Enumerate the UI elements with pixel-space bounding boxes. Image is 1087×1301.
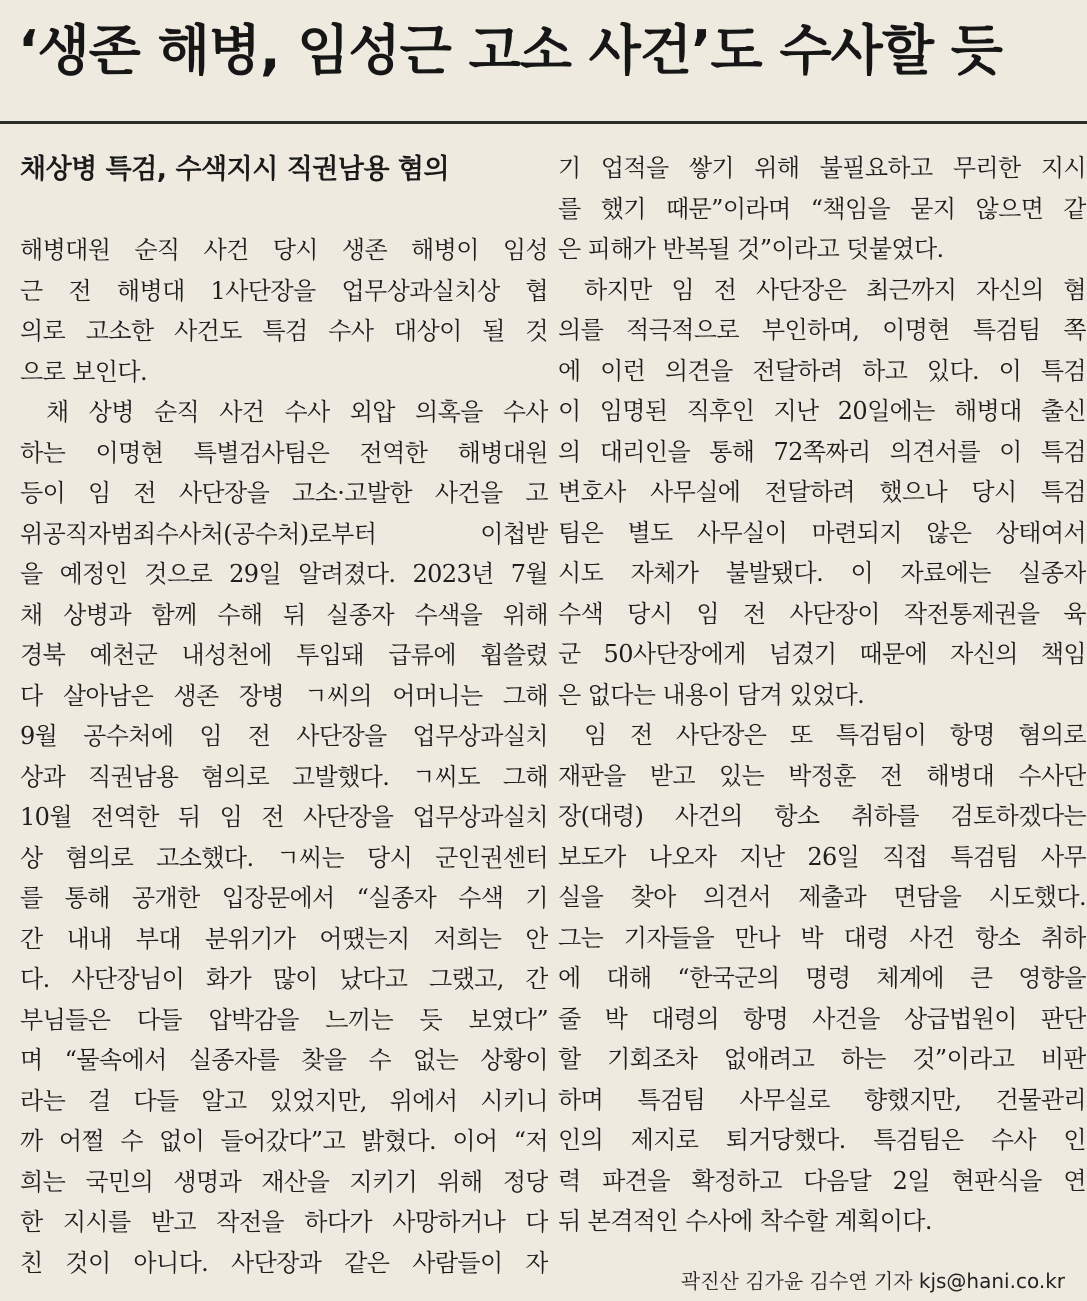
body-line: 실을 찾아 의견서 제출과 면담을 시도했다. bbox=[558, 883, 1086, 911]
body-line: 줄 박 대령의 항명 사건을 상급법원이 판단 bbox=[558, 1004, 1086, 1033]
body-line: 간 내내 부대 분위기가 어땠는지 저희는 안 bbox=[20, 924, 548, 953]
body-line: 기 업적을 쌓기 위해 불필요하고 무리한 지시 bbox=[558, 154, 1086, 182]
body-line: 채 상병과 함께 수해 뒤 실종자 수색을 위해 bbox=[20, 600, 548, 629]
body-line: 이 임명된 직후인 지난 20일에는 해병대 출신 bbox=[558, 397, 1086, 425]
body-line: 보도가 나오자 지난 26일 직접 특검팀 사무 bbox=[558, 842, 1086, 871]
body-line: 근 전 해병대 1사단장을 업무상과실치상 협 bbox=[20, 276, 548, 305]
body-line: 팀은 별도 사무실이 마련되지 않은 상태여서 bbox=[558, 518, 1086, 547]
body-line: 임 전 사단장은 또 특검팀이 항명 혐의로 bbox=[584, 721, 1086, 749]
body-line: 변호사 사무실에 전달하려 했으나 당시 특검 bbox=[558, 478, 1086, 506]
body-line: 친 것이 아니다. 사단장과 같은 사람들이 자 bbox=[20, 1248, 548, 1277]
body-line: 한 지시를 받고 작전을 하다가 사망하거나 다 bbox=[20, 1208, 548, 1236]
body-line: 를 했기 때문”이라며 “책임을 묻지 않으면 같 bbox=[558, 194, 1086, 223]
body-line: 은 피해가 반복될 것”이라고 덧붙였다. bbox=[558, 235, 944, 263]
body-line: 다 살아남은 생존 장병 ㄱ씨의 어머니는 그해 bbox=[20, 681, 548, 710]
subheadline: 채상병 특검, 수색지시 직권남용 혐의 bbox=[20, 154, 450, 185]
body-line: 을 예정인 것으로 29일 알려졌다. 2023년 7월 bbox=[20, 560, 548, 588]
body-line: 채 상병 순직 사건 수사 외압 의혹을 수사 bbox=[46, 398, 548, 426]
headline-rule bbox=[0, 121, 1087, 124]
body-line: 9월 공수처에 임 전 사단장을 업무상과실치 bbox=[20, 722, 548, 750]
body-line: 의로 고소한 사건도 특검 수사 대상이 될 것 bbox=[20, 317, 548, 345]
body-line: 인의 제지로 퇴거당했다. 특검팀은 수사 인 bbox=[558, 1126, 1086, 1154]
body-line: 력 파견을 확정하고 다음달 2일 현판식을 연 bbox=[558, 1166, 1086, 1195]
body-line: 10월 전역한 뒤 임 전 사단장을 업무상과실치 bbox=[20, 803, 548, 831]
body-line: 해병대원 순직 사건 당시 생존 해병이 임성 bbox=[20, 236, 548, 264]
body-line: 등이 임 전 사단장을 고소·고발한 사건을 고 bbox=[20, 479, 548, 507]
body-line: 에 이런 의견을 전달하려 하고 있다. 이 특검 bbox=[558, 356, 1086, 385]
body-line: 하는 이명현 특별검사팀은 전역한 해병대원 bbox=[20, 438, 548, 467]
body-line: 희는 국민의 생명과 재산을 지키기 위해 정당 bbox=[20, 1167, 548, 1196]
body-line: 까 어쩔 수 없이 들어갔다”고 밝혔다. 이어 “저 bbox=[20, 1127, 548, 1155]
body-line: 군 50사단장에게 넘겼기 때문에 자신의 책임 bbox=[558, 640, 1086, 668]
body-line: 상 혐의로 고소했다. ㄱ씨는 당시 군인권센터 bbox=[20, 843, 548, 872]
body-line: 은 없다는 내용이 담겨 있었다. bbox=[558, 680, 865, 709]
left-column bbox=[20, 148, 548, 1283]
body-line: 수색 당시 임 전 사단장이 작전통제권을 육 bbox=[558, 599, 1086, 628]
body-line: 를 통해 공개한 입장문에서 “실종자 수색 기 bbox=[20, 884, 548, 912]
body-line: 며 “물속에서 실종자를 찾을 수 없는 상황이 bbox=[20, 1046, 548, 1074]
body-line: 부님들은 다들 압박감을 느끼는 듯 보였다” bbox=[20, 1005, 548, 1034]
byline: 곽진산 김가윤 김수연 기자 kjs@hani.co.kr bbox=[680, 1269, 1065, 1293]
body-line: 하지만 임 전 사단장은 최근까지 자신의 혐 bbox=[584, 275, 1086, 304]
body-line: 하며 특검팀 사무실로 향했지만, 건물관리 bbox=[558, 1085, 1086, 1114]
body-line: 라는 걸 다들 알고 있었지만, 위에서 시키니 bbox=[20, 1086, 548, 1115]
body-line: 뒤 본격적인 수사에 착수할 계획이다. bbox=[558, 1207, 932, 1235]
body-line: 위공직자범죄수사처(공수처)로부터 이첩받 bbox=[20, 519, 548, 548]
body-line: 에 대해 “한국군의 명령 체계에 큰 영향을 bbox=[558, 964, 1086, 992]
body-line: 상과 직권남용 혐의로 고발했다. ㄱ씨도 그해 bbox=[20, 762, 548, 791]
headline: ‘생존 해병, 임성근 고소 사건’도 수사할 듯 bbox=[18, 19, 1002, 82]
body-line: 의 대리인을 통해 72쪽짜리 의견서를 이 특검 bbox=[558, 437, 1086, 466]
body-line: 시도 자체가 불발됐다. 이 자료에는 실종자 bbox=[558, 559, 1086, 587]
body-line: 그는 기자들을 만나 박 대령 사건 항소 취하 bbox=[558, 923, 1086, 952]
body-line: 다. 사단장님이 화가 많이 났다고 그랬고, 간 bbox=[20, 965, 548, 993]
left-body bbox=[20, 230, 548, 1283]
body-line: 장(대령) 사건의 항소 취하를 검토하겠다는 bbox=[558, 802, 1086, 830]
body-line: 의를 적극적으로 부인하며, 이명현 특검팀 쪽 bbox=[558, 316, 1086, 344]
body-line: 할 기회조차 없애려고 하는 것”이라고 비판 bbox=[558, 1045, 1086, 1073]
body-line: 재판을 받고 있는 박정훈 전 해병대 수사단 bbox=[558, 761, 1086, 790]
right-column bbox=[558, 148, 1086, 1242]
body-line: 경북 예천군 내성천에 투입돼 급류에 휩쓸렸 bbox=[20, 641, 548, 669]
body-line: 으로 보인다. bbox=[20, 357, 147, 386]
